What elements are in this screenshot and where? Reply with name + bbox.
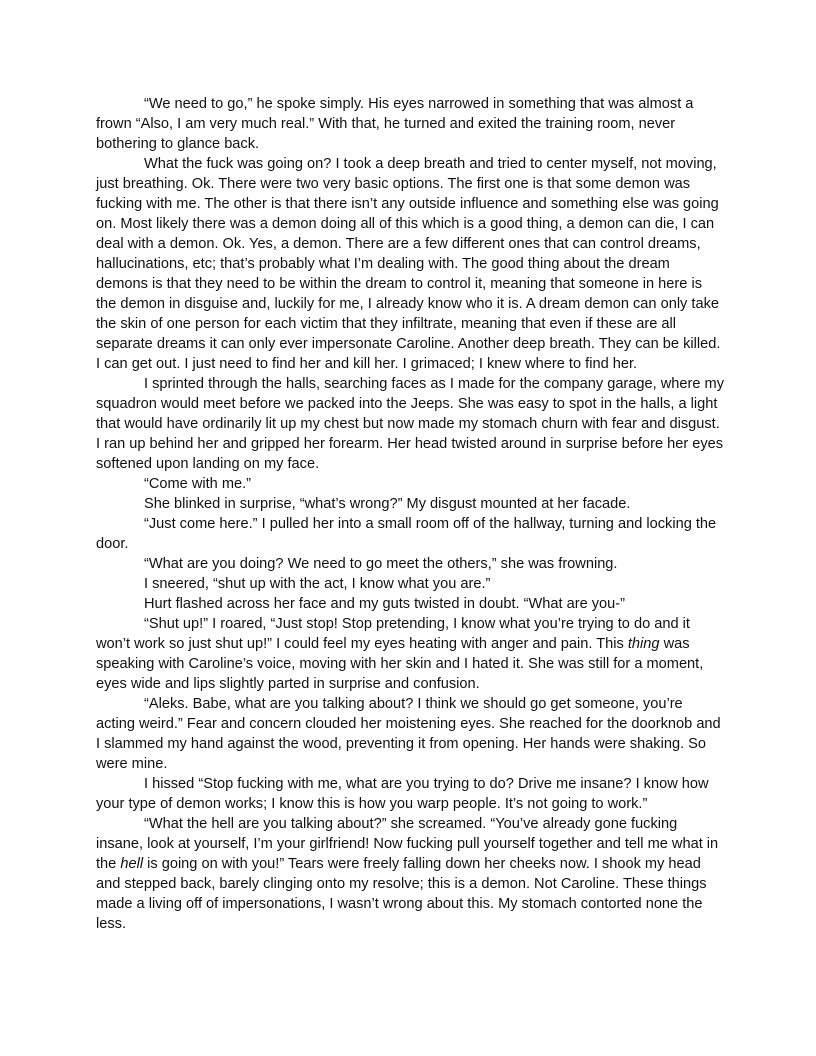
paragraph-13-emphasis: hell — [120, 856, 144, 872]
paragraph-1: “We need to go,” he spoke simply. His eyes narrowed in something that was almost a frown “Also, I am very much real.” With that, he turned and exited the training room, never bothering to glance back. — [96, 96, 694, 152]
paragraph-11: “Aleks. Babe, what are you talking about? I think we should go get someone, you’re acting weird.” Fear and concern clouded her moistening eyes. She reached for the doorknob and I slammed my hand against the wood, preventing it from opening. Her hands were shaking. So were mine. — [96, 696, 721, 772]
paragraph-7: “What are you doing? We need to go meet the others,” she was frowning. — [144, 556, 618, 572]
paragraph-10 — [96, 614, 724, 694]
paragraph-12: I hissed “Stop fucking with me, what are you trying to do? Drive me insane? I know how your type of demon works; I know this is how you warp people. It’s not going to work.” — [96, 776, 709, 812]
paragraph-8: I sneered, “shut up with the act, I know what you are.” — [144, 576, 491, 592]
paragraph-10-emphasis: thing — [627, 636, 660, 652]
paragraph-13-before: “What the hell are you talking about?” she screamed. “You’ve already gone fucking insane, look at yourself, I’m your girlfriend! Now fucking pull yourself together and tell me what in the — [96, 816, 719, 872]
paragraph-13-after: is going on with you!” Tears were freely falling down her cheeks now. I shook my head and stepped back, barely clinging onto my resolve; this is a demon. Not Caroline. These things made a living off of impersonations, I wasn’t wrong about this. My stomach contorted none the less. — [96, 856, 707, 932]
document-page — [96, 94, 724, 934]
paragraph-3: I sprinted through the halls, searching faces as I made for the company garage, where my squadron would meet before we packed into the Jeeps. She was easy to spot in the halls, a light that would have ordinarily lit up my chest but now made my stomach churn with fear and disgust. I ran up behind her and gripped her forearm. Her head twisted around in surprise before her eyes softened upon landing on my face. — [96, 376, 725, 472]
paragraph-10-before: “Shut up!” I roared, “Just stop! Stop pretending, I know what you’re trying to do and it won’t work so just shut up!” I could feel my eyes heating with anger and pain. This — [96, 616, 690, 652]
paragraph-6: “Just come here.” I pulled her into a small room off of the hallway, turning and locking the door. — [96, 516, 717, 552]
paragraph-10-after: was speaking with Caroline’s voice, moving with her skin and I hated it. She was still for a moment, eyes wide and lips slightly parted in surprise and confusion. — [96, 636, 704, 692]
paragraph-9: Hurt flashed across her face and my guts twisted in doubt. “What are you-” — [144, 596, 626, 612]
paragraph-5: She blinked in surprise, “what’s wrong?” My disgust mounted at her facade. — [144, 496, 631, 512]
paragraph-2: What the fuck was going on? I took a deep breath and tried to center myself, not moving, just breathing. Ok. There were two very basic options. The first one is that some demon was fucking with me. The other is that there isn’t any outside influence and something else was going on. Most likely there was a demon doing all of this which is a good thing, a demon can die, I can deal with a demon. Ok. Yes, a demon. There are a few different ones that can control dreams, hallucinations, etc; that’s probably what I’m dealing with. The good thing about the dream demons is that they need to be within the dream to control it, meaning that someone in here is the demon in disguise and, luckily for me, I already know who it is. A dream demon can only take the skin of one person for each victim that they infiltrate, meaning that even if these are all separate dreams it can only ever impersonate Caroline. Another deep breath. They can be killed. I can get out. I just need to find her and kill her. I grimaced; I knew where to find her. — [96, 156, 721, 372]
paragraph-13 — [96, 814, 724, 934]
paragraph-4: “Come with me.” — [144, 476, 252, 492]
